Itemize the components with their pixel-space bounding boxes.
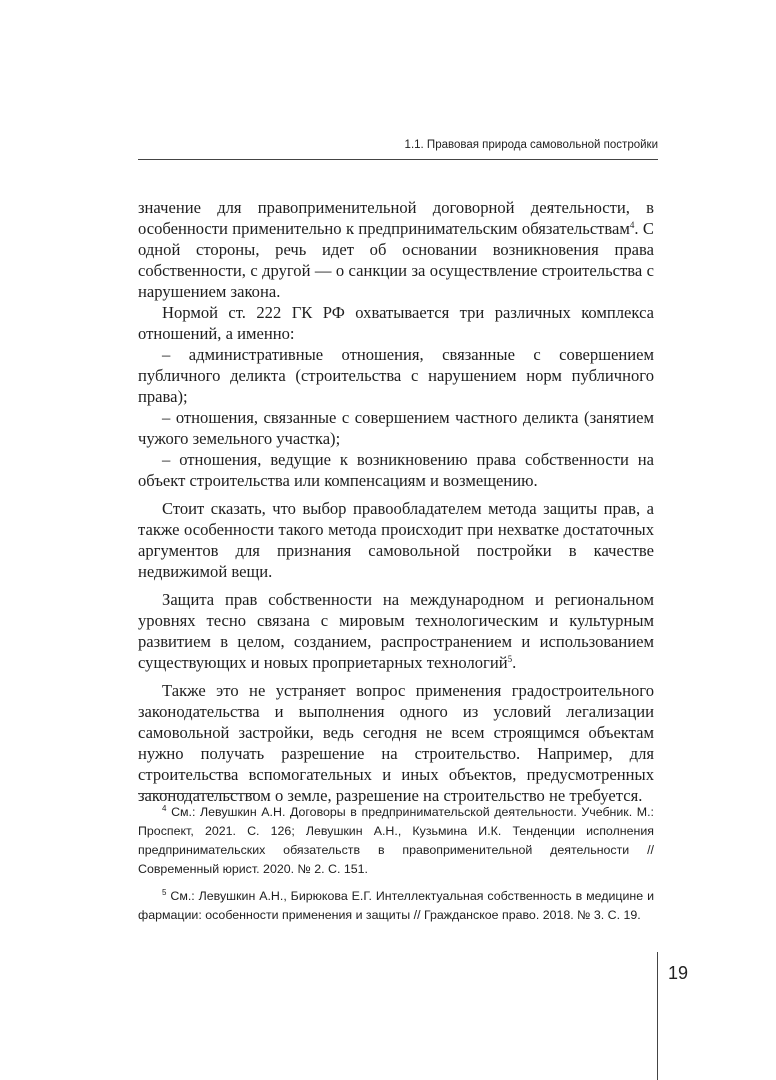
- page-number: 19: [668, 963, 689, 983]
- list-item: – отношения, связанные с совершением частного деликта (занятием чужого земельного участка);: [138, 408, 654, 448]
- footnote-5: [138, 887, 654, 925]
- paragraph-4: [138, 589, 654, 673]
- header-rule: [138, 159, 658, 160]
- footnote-ref-5[interactable]: 5: [507, 654, 513, 664]
- running-head: 1.1. Правовая природа самовольной постройки: [404, 139, 658, 151]
- list-item: – отношения, ведущие к возникновению права собственности на объект строительства или компенсациям и возмещению.: [138, 450, 654, 490]
- paragraph-1: [138, 197, 654, 302]
- footnote-mark: 4: [162, 804, 167, 813]
- footnote-mark: 5: [162, 888, 167, 897]
- paragraph-1-text-cont: . С одной стороны, речь идет об основании возникновения права собственности, с другой — о санкции за осуществление строительства с нарушением закона.: [138, 219, 654, 301]
- footnote-rule: [138, 793, 258, 794]
- paragraph-5: Также это не устраняет вопрос применения градостроительного законодательства и выполнения одного из условий легализации самовольной застройки, ведь сегодня не всем строящимся объектам нужно получать разрешение на строительство. Например, для строительства вспомогательных и иных объектов, предусмотренных законодательством о земле, разрешение на строительство не требуется.: [138, 681, 654, 805]
- paragraph-2: Нормой ст. 222 ГК РФ охватывается три различных комплекса отношений, а именно:: [138, 303, 654, 343]
- page-number-rule: [657, 952, 658, 1080]
- paragraph-4-text: Защита прав собственности на международном и региональном уровнях тесно связана с мировым технологическим и культурным развитием в целом, созданием, распространением и использованием существующих и новых проприетарных технологий: [138, 590, 654, 672]
- footnotes: [138, 803, 654, 925]
- main-text: [138, 197, 654, 806]
- paragraph-3: Стоит сказать, что выбор правообладателем метода защиты прав, а также особенности такого метода происходит при нехватке достаточных аргументов для признания самовольной постройки в качестве недвижимой вещи.: [138, 499, 654, 581]
- footnote-ref-4[interactable]: 4: [629, 220, 635, 230]
- list-item: – административные отношения, связанные с совершением публичного деликта (строительства с нарушением норм публичного права);: [138, 345, 654, 406]
- footnote-4: [138, 803, 654, 879]
- footnote-text: См.: Левушкин А.Н. Договоры в предпринимательской деятельности. Учебник. М.: Проспект, 2021. С. 126; Левушкин А.Н., Кузьмина И.К. Тенденции исполнения предпринимательских обязательств в правоприменительной деятельности // Современный юрист. 2020. № 2. С. 151.: [138, 805, 654, 876]
- paragraph-4-end: .: [512, 653, 517, 672]
- footnote-text: См.: Левушкин А.Н., Бирюкова Е.Г. Интеллектуальная собственность в медицине и фармации: особенности применения и защиты // Гражданское право. 2018. № 3. С. 19.: [138, 889, 654, 922]
- paragraph-1-text: значение для правоприменительной договорной деятельности, в особенности применительно к предпринимательским обязательствам: [138, 198, 654, 238]
